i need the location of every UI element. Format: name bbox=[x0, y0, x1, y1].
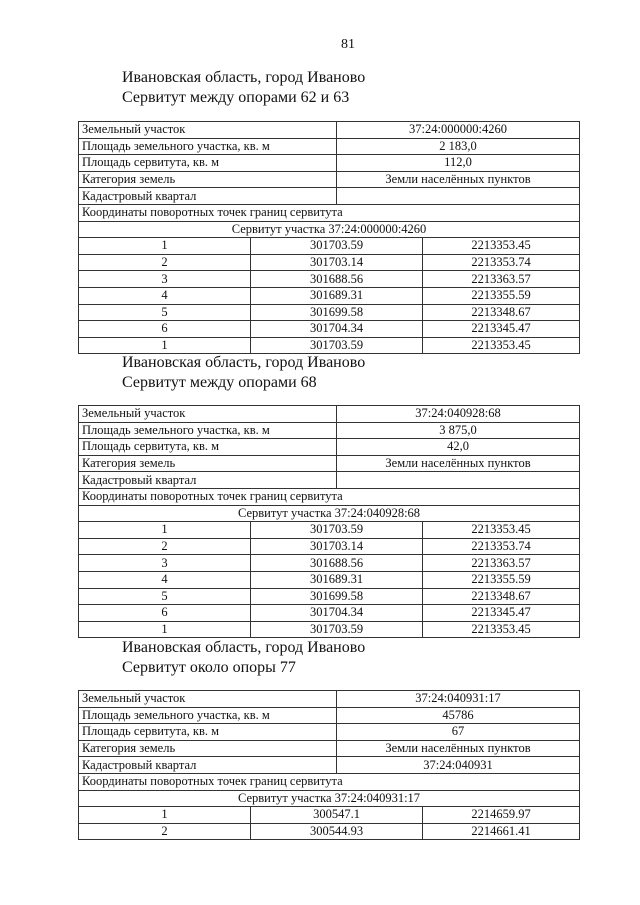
plot-area-label: Площадь земельного участка, кв. м bbox=[79, 138, 337, 155]
servitude-table bbox=[78, 405, 580, 638]
table-row bbox=[79, 790, 580, 807]
point-number: 1 bbox=[79, 807, 251, 824]
cadastral-quarter-label: Кадастровый квартал bbox=[79, 188, 337, 205]
section-title: Сервитут между опорами 62 и 63 bbox=[122, 88, 350, 106]
plot-area-value: 45786 bbox=[337, 707, 580, 724]
point-number: 4 bbox=[79, 571, 251, 588]
land-category-label: Категория земель bbox=[79, 171, 337, 188]
point-y: 2213353.74 bbox=[423, 538, 580, 555]
cadastral-quarter-label: Кадастровый квартал bbox=[79, 757, 337, 774]
point-x: 301688.56 bbox=[251, 555, 423, 572]
table-row bbox=[79, 740, 580, 757]
point-row bbox=[79, 304, 580, 321]
servitude-area-value: 67 bbox=[337, 724, 580, 741]
point-y: 2213353.45 bbox=[423, 621, 580, 638]
section-heading bbox=[122, 638, 365, 677]
servitude-title: Сервитут участка 37:24:040931:17 bbox=[79, 790, 580, 807]
land-category-label: Категория земель bbox=[79, 740, 337, 757]
point-x: 301689.31 bbox=[251, 571, 423, 588]
point-x: 301704.34 bbox=[251, 605, 423, 622]
section-region: Ивановская область, город Иваново bbox=[122, 639, 366, 656]
point-row bbox=[79, 522, 580, 539]
point-y: 2213348.67 bbox=[423, 588, 580, 605]
point-y: 2213353.74 bbox=[423, 254, 580, 271]
table-row bbox=[79, 472, 580, 489]
point-number: 3 bbox=[79, 555, 251, 572]
point-y: 2213345.47 bbox=[423, 605, 580, 622]
point-y: 2213353.45 bbox=[423, 337, 580, 354]
table-row bbox=[79, 122, 580, 139]
point-row bbox=[79, 571, 580, 588]
land-category-value: Земли населённых пунктов bbox=[337, 171, 580, 188]
point-row bbox=[79, 823, 580, 840]
table-row bbox=[79, 773, 580, 790]
point-number: 3 bbox=[79, 271, 251, 288]
table-row bbox=[79, 439, 580, 456]
table-row bbox=[79, 155, 580, 172]
point-y: 2213353.45 bbox=[423, 238, 580, 255]
cadastral-quarter-value bbox=[337, 188, 580, 205]
cadastral-quarter-value: 37:24:040931 bbox=[337, 757, 580, 774]
land-category-value: Земли населённых пунктов bbox=[337, 740, 580, 757]
point-row bbox=[79, 271, 580, 288]
point-row bbox=[79, 538, 580, 555]
table-row bbox=[79, 406, 580, 423]
table-row bbox=[79, 707, 580, 724]
point-x: 301704.34 bbox=[251, 321, 423, 338]
servitude-area-label: Площадь сервитута, кв. м bbox=[79, 155, 337, 172]
section-title: Сервитут между опорами 68 bbox=[122, 373, 317, 391]
land-plot-label: Земельный участок bbox=[79, 122, 337, 139]
plot-area-label: Площадь земельного участка, кв. м bbox=[79, 707, 337, 724]
point-y: 2213345.47 bbox=[423, 321, 580, 338]
point-x: 301703.59 bbox=[251, 621, 423, 638]
point-row bbox=[79, 588, 580, 605]
point-number: 5 bbox=[79, 304, 251, 321]
point-row bbox=[79, 621, 580, 638]
cadastral-quarter-label: Кадастровый квартал bbox=[79, 472, 337, 489]
coords-title: Координаты поворотных точек границ сервитута bbox=[79, 773, 580, 790]
point-row bbox=[79, 337, 580, 354]
plot-area-value: 3 875,0 bbox=[337, 422, 580, 439]
table-row bbox=[79, 488, 580, 505]
point-x: 301699.58 bbox=[251, 304, 423, 321]
point-y: 2213355.59 bbox=[423, 571, 580, 588]
point-number: 1 bbox=[79, 522, 251, 539]
point-row bbox=[79, 605, 580, 622]
section-region: Ивановская область, город Иваново bbox=[122, 69, 366, 86]
table-row bbox=[79, 691, 580, 708]
land-plot-value: 37:24:000000:4260 bbox=[337, 122, 580, 139]
cadastral-quarter-value bbox=[337, 472, 580, 489]
land-category-value: Земли населённых пунктов bbox=[337, 455, 580, 472]
section-heading bbox=[122, 353, 365, 392]
point-x: 301688.56 bbox=[251, 271, 423, 288]
land-plot-label: Земельный участок bbox=[79, 691, 337, 708]
section-title: Сервитут около опоры 77 bbox=[122, 658, 296, 676]
point-x: 300547.1 bbox=[251, 807, 423, 824]
point-row bbox=[79, 321, 580, 338]
servitude-table bbox=[78, 121, 580, 354]
point-y: 2213353.45 bbox=[423, 522, 580, 539]
land-plot-value: 37:24:040931:17 bbox=[337, 691, 580, 708]
servitude-area-value: 112,0 bbox=[337, 155, 580, 172]
point-x: 301703.14 bbox=[251, 538, 423, 555]
servitude-area-label: Площадь сервитута, кв. м bbox=[79, 724, 337, 741]
point-x: 301703.59 bbox=[251, 337, 423, 354]
point-row bbox=[79, 287, 580, 304]
point-number: 2 bbox=[79, 823, 251, 840]
servitude-title: Сервитут участка 37:24:040928:68 bbox=[79, 505, 580, 522]
point-number: 1 bbox=[79, 238, 251, 255]
plot-area-value: 2 183,0 bbox=[337, 138, 580, 155]
servitude-table bbox=[78, 690, 580, 840]
page-number: 81 bbox=[341, 37, 355, 52]
table-row bbox=[79, 757, 580, 774]
table-row bbox=[79, 188, 580, 205]
point-number: 2 bbox=[79, 538, 251, 555]
table-row bbox=[79, 138, 580, 155]
point-number: 2 bbox=[79, 254, 251, 271]
point-y: 2213348.67 bbox=[423, 304, 580, 321]
point-x: 301689.31 bbox=[251, 287, 423, 304]
point-number: 4 bbox=[79, 287, 251, 304]
table-row bbox=[79, 221, 580, 238]
table-row bbox=[79, 422, 580, 439]
servitude-title: Сервитут участка 37:24:000000:4260 bbox=[79, 221, 580, 238]
point-number: 6 bbox=[79, 321, 251, 338]
land-category-label: Категория земель bbox=[79, 455, 337, 472]
coords-title: Координаты поворотных точек границ сервитута bbox=[79, 204, 580, 221]
point-number: 1 bbox=[79, 337, 251, 354]
section-region: Ивановская область, город Иваново bbox=[122, 354, 366, 371]
point-row bbox=[79, 555, 580, 572]
land-plot-label: Земельный участок bbox=[79, 406, 337, 423]
table-row bbox=[79, 171, 580, 188]
point-x: 301699.58 bbox=[251, 588, 423, 605]
point-x: 300544.93 bbox=[251, 823, 423, 840]
table-row bbox=[79, 505, 580, 522]
plot-area-label: Площадь земельного участка, кв. м bbox=[79, 422, 337, 439]
servitude-area-label: Площадь сервитута, кв. м bbox=[79, 439, 337, 456]
point-row bbox=[79, 807, 580, 824]
point-y: 2213355.59 bbox=[423, 287, 580, 304]
point-y: 2214659.97 bbox=[423, 807, 580, 824]
point-row bbox=[79, 254, 580, 271]
servitude-area-value: 42,0 bbox=[337, 439, 580, 456]
section-heading bbox=[122, 68, 365, 107]
point-x: 301703.14 bbox=[251, 254, 423, 271]
land-plot-value: 37:24:040928:68 bbox=[337, 406, 580, 423]
table-row bbox=[79, 204, 580, 221]
point-row bbox=[79, 238, 580, 255]
point-y: 2213363.57 bbox=[423, 555, 580, 572]
point-x: 301703.59 bbox=[251, 522, 423, 539]
point-number: 1 bbox=[79, 621, 251, 638]
table-row bbox=[79, 455, 580, 472]
point-number: 6 bbox=[79, 605, 251, 622]
point-number: 5 bbox=[79, 588, 251, 605]
coords-title: Координаты поворотных точек границ сервитута bbox=[79, 488, 580, 505]
point-x: 301703.59 bbox=[251, 238, 423, 255]
table-row bbox=[79, 724, 580, 741]
point-y: 2214661.41 bbox=[423, 823, 580, 840]
point-y: 2213363.57 bbox=[423, 271, 580, 288]
